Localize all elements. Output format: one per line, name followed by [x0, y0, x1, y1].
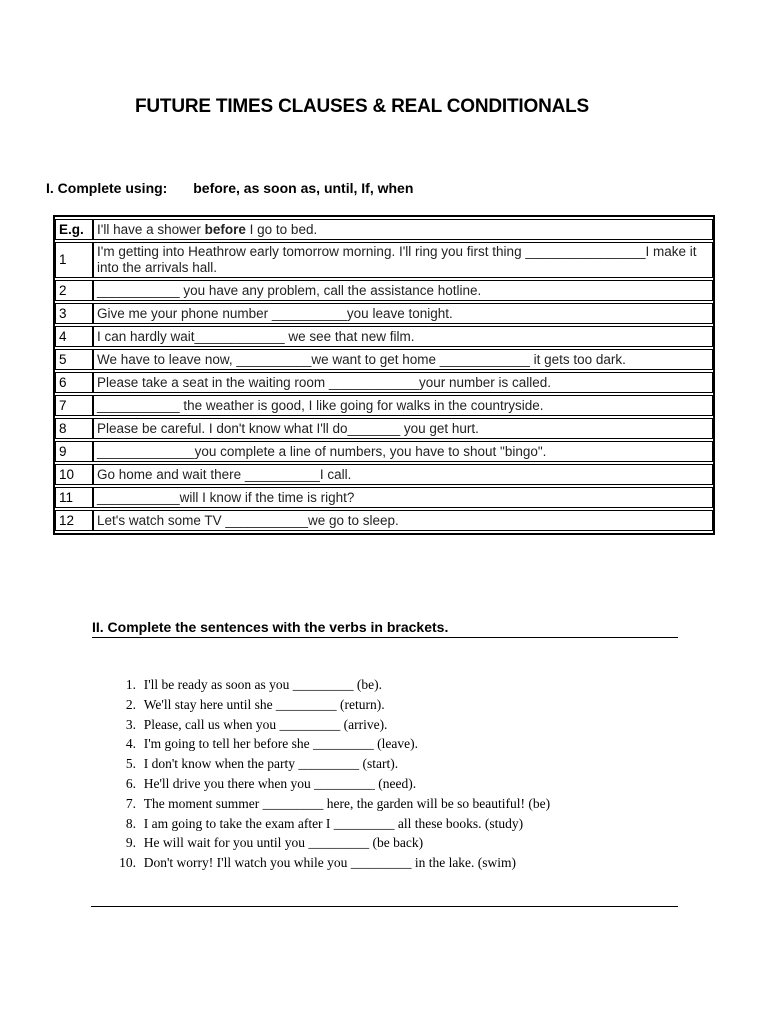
- list-item: [106, 715, 550, 735]
- row-number: 2: [55, 280, 93, 301]
- row-number: 1: [55, 242, 93, 278]
- item-number: 5.: [125, 756, 136, 772]
- list-item: [106, 794, 550, 814]
- row-sentence: We have to leave now, __________we want to get home ____________ it gets too dark.: [93, 349, 713, 370]
- item-sentence: I don't know when the party _________ (start).: [143, 756, 399, 772]
- row-sentence: Please be careful. I don't know what I'll do_______ you get hurt.: [93, 418, 713, 439]
- row-number: 5: [55, 349, 93, 370]
- example-row: [55, 219, 713, 240]
- row-sentence: Give me your phone number __________you leave tonight.: [93, 303, 713, 324]
- sentence-list: [106, 675, 550, 873]
- exercise-table: [53, 215, 715, 535]
- row-number: 6: [55, 372, 93, 393]
- item-sentence: I am going to take the exam after I _________ all these books. (study): [143, 815, 524, 831]
- item-number: 1.: [125, 677, 136, 692]
- item-number: 6.: [125, 775, 136, 791]
- example-sentence: [93, 219, 713, 240]
- table-row: [55, 280, 713, 301]
- row-sentence: Let's watch some TV ___________we go to sleep.: [93, 510, 713, 531]
- list-item: [106, 853, 550, 873]
- bottom-divider: [91, 906, 678, 907]
- row-number: 8: [55, 418, 93, 439]
- table-row: [55, 510, 713, 531]
- table-row: [55, 349, 713, 370]
- page-title: FUTURE TIMES CLAUSES & REAL CONDITIONALS: [135, 96, 589, 117]
- row-number: 10: [55, 464, 93, 485]
- item-sentence: He'll drive you there when you _________ (need).: [143, 775, 417, 791]
- table-row: [55, 441, 713, 462]
- row-number: 12: [55, 510, 93, 531]
- section-1-word-list: before, as soon as, until, If, when: [193, 180, 414, 196]
- item-sentence: Don't worry! I'll watch you while you _________ in the lake. (swim): [143, 855, 517, 871]
- row-sentence: _____________you complete a line of numbers, you have to shout "bingo".: [93, 441, 713, 462]
- table-row: [55, 303, 713, 324]
- section-1-heading: [46, 180, 413, 196]
- table-row: [55, 372, 713, 393]
- item-sentence: Please, call us when you _________ (arrive).: [143, 716, 388, 732]
- item-sentence: I'll be ready as soon as you _________ (be).: [143, 677, 383, 692]
- list-item: [106, 814, 550, 834]
- example-text-end: I go to bed.: [245, 221, 318, 237]
- table-row: [55, 242, 713, 278]
- table-row: [55, 326, 713, 347]
- item-sentence: I'm going to tell her before she _________ (leave).: [143, 736, 418, 752]
- list-item: [106, 695, 550, 715]
- table-row: [55, 464, 713, 485]
- row-sentence: ___________ you have any problem, call the assistance hotline.: [93, 280, 713, 301]
- table-row: [55, 418, 713, 439]
- item-number: 4.: [125, 736, 136, 752]
- list-item: [106, 754, 550, 774]
- item-number: 3.: [125, 716, 136, 732]
- section-2-heading: II. Complete the sentences with the verbs in brackets.: [92, 619, 678, 638]
- row-sentence: Go home and wait there __________I call.: [93, 464, 713, 485]
- item-number: 7.: [125, 795, 136, 811]
- list-item: [106, 833, 550, 853]
- item-number: 8.: [125, 815, 136, 831]
- row-number: 11: [55, 487, 93, 508]
- table-row: [55, 395, 713, 416]
- item-sentence: The moment summer _________ here, the garden will be so beautiful! (be): [143, 795, 551, 811]
- row-sentence: Please take a seat in the waiting room ____________your number is called.: [93, 372, 713, 393]
- example-keyword: before: [204, 221, 246, 237]
- row-sentence: ___________will I know if the time is right?: [93, 487, 713, 508]
- row-number: 7: [55, 395, 93, 416]
- example-text-start: I'll have a shower: [97, 221, 205, 237]
- row-sentence: ___________ the weather is good, I like going for walks in the countryside.: [93, 395, 713, 416]
- list-item: [106, 734, 550, 754]
- item-sentence: He will wait for you until you _________ (be back): [143, 835, 424, 851]
- section-1-instruction: I. Complete using:: [46, 180, 168, 196]
- row-number: 4: [55, 326, 93, 347]
- item-number: 9.: [125, 835, 136, 851]
- list-item: [106, 675, 550, 695]
- list-item: [106, 774, 550, 794]
- row-sentence: I'm getting into Heathrow early tomorrow morning. I'll ring you first thing ________________I make it into the arrivals hall.: [93, 242, 713, 278]
- row-number: E.g.: [55, 219, 93, 240]
- item-sentence: We'll stay here until she _________ (return).: [143, 696, 385, 712]
- row-number: 9: [55, 441, 93, 462]
- item-number: 2.: [125, 696, 136, 712]
- row-number: 3: [55, 303, 93, 324]
- item-number: 10.: [119, 855, 136, 871]
- row-sentence: I can hardly wait____________ we see that new film.: [93, 326, 713, 347]
- table-row: [55, 487, 713, 508]
